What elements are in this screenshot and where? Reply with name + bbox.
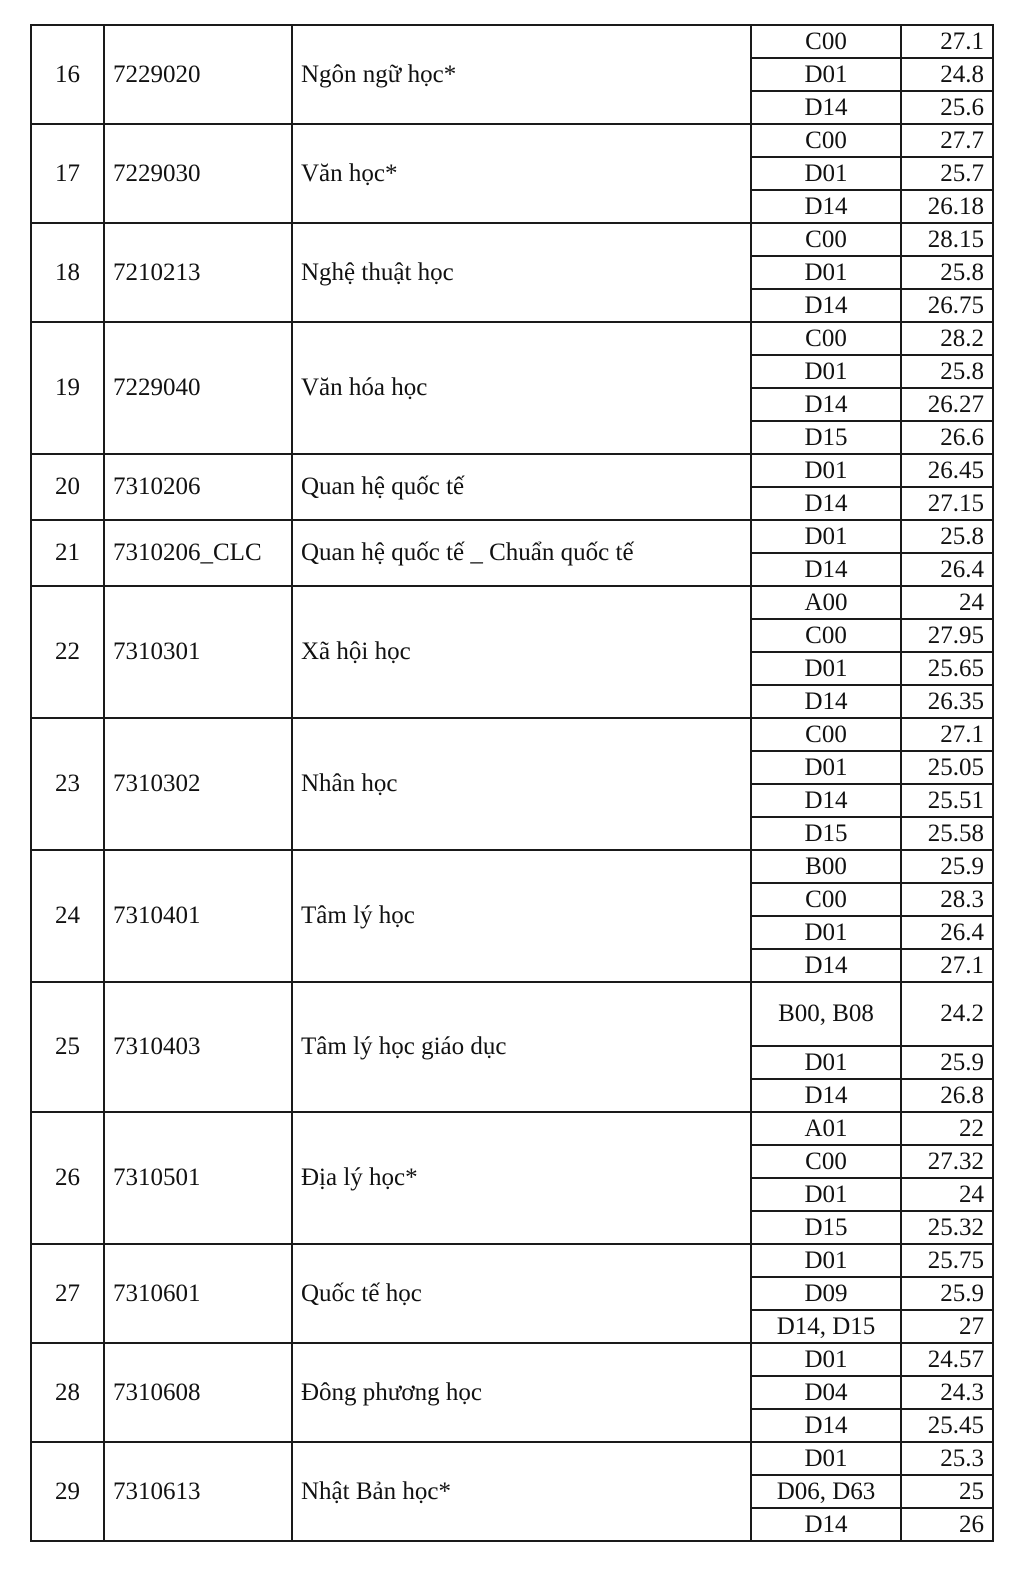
cutoff-score: 27.1 <box>901 718 993 751</box>
subject-combination: D14 <box>751 784 901 817</box>
program-name: Nhân học <box>292 718 751 850</box>
subject-combination: D01 <box>751 58 901 91</box>
program-code: 7310301 <box>104 586 292 718</box>
subject-combination: C00 <box>751 718 901 751</box>
subject-combination: C00 <box>751 322 901 355</box>
subject-combination: D14 <box>751 685 901 718</box>
program-name: Ngôn ngữ học* <box>292 25 751 124</box>
cutoff-score: 24.2 <box>901 982 993 1046</box>
program-index: 19 <box>31 322 104 454</box>
program-name: Tâm lý học giáo dục <box>292 982 751 1112</box>
subject-combination: A01 <box>751 1112 901 1145</box>
cutoff-score: 26.45 <box>901 454 993 487</box>
subject-combination: D14 <box>751 289 901 322</box>
cutoff-score: 25.75 <box>901 1244 993 1277</box>
program-index: 21 <box>31 520 104 586</box>
program-name: Đông phương học <box>292 1343 751 1442</box>
program-index: 26 <box>31 1112 104 1244</box>
subject-combination: D14 <box>751 553 901 586</box>
cutoff-score: 25.9 <box>901 1277 993 1310</box>
cutoff-score: 26.18 <box>901 190 993 223</box>
program-name: Xã hội học <box>292 586 751 718</box>
cutoff-score: 27.7 <box>901 124 993 157</box>
cutoff-score: 22 <box>901 1112 993 1145</box>
subject-combination: D14 <box>751 1079 901 1112</box>
cutoff-score: 26.4 <box>901 916 993 949</box>
subject-combination: D01 <box>751 1442 901 1475</box>
program-code: 7310403 <box>104 982 292 1112</box>
cutoff-score: 25.7 <box>901 157 993 190</box>
subject-combination: D01 <box>751 157 901 190</box>
table-row <box>31 1244 993 1277</box>
program-index: 20 <box>31 454 104 520</box>
program-index: 18 <box>31 223 104 322</box>
program-index: 29 <box>31 1442 104 1541</box>
program-code: 7229020 <box>104 25 292 124</box>
cutoff-score: 25 <box>901 1475 993 1508</box>
program-name: Nhật Bản học* <box>292 1442 751 1541</box>
subject-combination: D01 <box>751 1244 901 1277</box>
subject-combination: D14 <box>751 1409 901 1442</box>
program-index: 27 <box>31 1244 104 1343</box>
table-row <box>31 454 993 487</box>
cutoff-score: 27.15 <box>901 487 993 520</box>
table-row <box>31 223 993 256</box>
subject-combination: A00 <box>751 586 901 619</box>
program-index: 23 <box>31 718 104 850</box>
subject-combination: C00 <box>751 619 901 652</box>
program-code: 7310206_CLC <box>104 520 292 586</box>
cutoff-score: 27.95 <box>901 619 993 652</box>
table-row <box>31 718 993 751</box>
program-code: 7310501 <box>104 1112 292 1244</box>
subject-combination: D14, D15 <box>751 1310 901 1343</box>
subject-combination: D01 <box>751 916 901 949</box>
cutoff-score: 27 <box>901 1310 993 1343</box>
subject-combination: D14 <box>751 487 901 520</box>
program-index: 22 <box>31 586 104 718</box>
subject-combination: D14 <box>751 190 901 223</box>
subject-combination: D04 <box>751 1376 901 1409</box>
table-row <box>31 322 993 355</box>
cutoff-score: 25.65 <box>901 652 993 685</box>
cutoff-score: 25.8 <box>901 256 993 289</box>
program-name: Quan hệ quốc tế <box>292 454 751 520</box>
subject-combination: D14 <box>751 949 901 982</box>
subject-combination: B00, B08 <box>751 982 901 1046</box>
program-code: 7229040 <box>104 322 292 454</box>
cutoff-score: 26.27 <box>901 388 993 421</box>
table-row <box>31 1442 993 1475</box>
program-code: 7310601 <box>104 1244 292 1343</box>
subject-combination: D01 <box>751 652 901 685</box>
subject-combination: D01 <box>751 751 901 784</box>
table-row <box>31 520 993 553</box>
program-code: 7210213 <box>104 223 292 322</box>
cutoff-score: 25.8 <box>901 520 993 553</box>
subject-combination: C00 <box>751 124 901 157</box>
program-name: Văn hóa học <box>292 322 751 454</box>
subject-combination: C00 <box>751 25 901 58</box>
program-code: 7229030 <box>104 124 292 223</box>
subject-combination: D14 <box>751 1508 901 1541</box>
program-name: Nghệ thuật học <box>292 223 751 322</box>
cutoff-score: 26.8 <box>901 1079 993 1112</box>
subject-combination: D09 <box>751 1277 901 1310</box>
cutoff-score: 25.51 <box>901 784 993 817</box>
cutoff-score: 24.3 <box>901 1376 993 1409</box>
subject-combination: D15 <box>751 421 901 454</box>
cutoff-score: 25.32 <box>901 1211 993 1244</box>
program-name: Tâm lý học <box>292 850 751 982</box>
table-row <box>31 586 993 619</box>
subject-combination: D01 <box>751 256 901 289</box>
cutoff-score: 28.2 <box>901 322 993 355</box>
subject-combination: C00 <box>751 1145 901 1178</box>
program-index: 16 <box>31 25 104 124</box>
cutoff-score: 26 <box>901 1508 993 1541</box>
subject-combination: D01 <box>751 355 901 388</box>
subject-combination: D15 <box>751 1211 901 1244</box>
cutoff-score: 28.15 <box>901 223 993 256</box>
cutoff-score: 25.6 <box>901 91 993 124</box>
cutoff-score: 28.3 <box>901 883 993 916</box>
cutoff-score: 25.9 <box>901 850 993 883</box>
subject-combination: B00 <box>751 850 901 883</box>
cutoff-score: 24 <box>901 586 993 619</box>
program-name: Quốc tế học <box>292 1244 751 1343</box>
cutoff-score: 27.1 <box>901 949 993 982</box>
program-index: 24 <box>31 850 104 982</box>
cutoff-score: 26.6 <box>901 421 993 454</box>
table-row <box>31 25 993 58</box>
program-code: 7310206 <box>104 454 292 520</box>
subject-combination: D01 <box>751 520 901 553</box>
program-index: 17 <box>31 124 104 223</box>
table-body <box>31 25 993 1541</box>
cutoff-score: 25.9 <box>901 1046 993 1079</box>
table-row <box>31 124 993 157</box>
cutoff-score: 25.8 <box>901 355 993 388</box>
program-code: 7310608 <box>104 1343 292 1442</box>
subject-combination: D06, D63 <box>751 1475 901 1508</box>
cutoff-score: 24.57 <box>901 1343 993 1376</box>
subject-combination: D15 <box>751 817 901 850</box>
subject-combination: C00 <box>751 883 901 916</box>
cutoff-score: 25.05 <box>901 751 993 784</box>
program-name: Quan hệ quốc tế _ Chuẩn quốc tế <box>292 520 751 586</box>
cutoff-score: 27.1 <box>901 25 993 58</box>
subject-combination: D01 <box>751 454 901 487</box>
subject-combination: D14 <box>751 91 901 124</box>
program-name: Địa lý học* <box>292 1112 751 1244</box>
program-code: 7310613 <box>104 1442 292 1541</box>
table-row <box>31 982 993 1046</box>
program-index: 25 <box>31 982 104 1112</box>
subject-combination: C00 <box>751 223 901 256</box>
cutoff-score: 24 <box>901 1178 993 1211</box>
cutoff-score: 25.58 <box>901 817 993 850</box>
cutoff-score: 26.4 <box>901 553 993 586</box>
table-row <box>31 850 993 883</box>
cutoff-score: 26.75 <box>901 289 993 322</box>
cutoff-score: 26.35 <box>901 685 993 718</box>
program-name: Văn học* <box>292 124 751 223</box>
program-code: 7310401 <box>104 850 292 982</box>
subject-combination: D14 <box>751 388 901 421</box>
cutoff-score: 24.8 <box>901 58 993 91</box>
subject-combination: D01 <box>751 1343 901 1376</box>
subject-combination: D01 <box>751 1178 901 1211</box>
admission-scores-table <box>30 24 994 1542</box>
cutoff-score: 25.3 <box>901 1442 993 1475</box>
program-index: 28 <box>31 1343 104 1442</box>
cutoff-score: 27.32 <box>901 1145 993 1178</box>
subject-combination: D01 <box>751 1046 901 1079</box>
table-row <box>31 1112 993 1145</box>
table-row <box>31 1343 993 1376</box>
cutoff-score: 25.45 <box>901 1409 993 1442</box>
program-code: 7310302 <box>104 718 292 850</box>
